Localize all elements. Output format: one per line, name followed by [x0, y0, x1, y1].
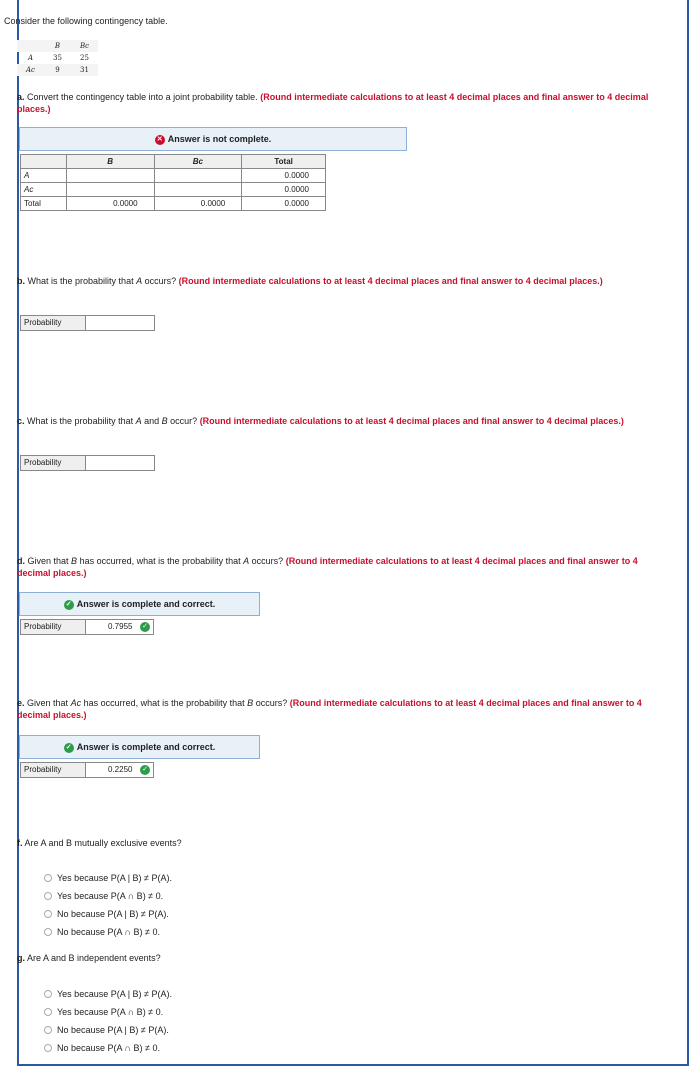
- part-f-options: [44, 869, 172, 941]
- jp-input-cell[interactable]: [66, 183, 154, 197]
- jp-row-label: A: [21, 169, 67, 183]
- jp-header: B: [66, 155, 154, 169]
- ct-row-label: A: [27, 54, 34, 62]
- contingency-table: [17, 40, 98, 76]
- jp-input-cell[interactable]: [154, 183, 242, 197]
- radio-button[interactable]: [44, 990, 52, 998]
- ct-header: Bc: [71, 40, 98, 52]
- jp-total-cell: 0.0000: [242, 183, 326, 197]
- radio-option[interactable]: Yes because P(A | B) ≠ P(A).: [44, 869, 172, 887]
- check-icon: ✓: [140, 765, 150, 775]
- part-d-answer-row: [20, 619, 154, 635]
- probability-label: Probability: [20, 455, 86, 471]
- ct-cell: 31: [71, 64, 98, 76]
- ct-header: B: [44, 40, 71, 52]
- probability-input[interactable]: 0.7955 ✓: [86, 619, 154, 635]
- part-c-question: c. What is the probability that A and B occur? (Round intermediate calculations to at least 4 decimal places and final answer to 4 decimal places.): [17, 416, 624, 426]
- jp-total-cell: 0.0000: [242, 169, 326, 183]
- jp-row-label: Ac: [21, 183, 67, 197]
- jp-total-cell: 0.0000: [154, 197, 242, 211]
- radio-option[interactable]: Yes because P(A | B) ≠ P(A).: [44, 985, 172, 1003]
- probability-label: Probability: [20, 619, 86, 635]
- joint-probability-table: [20, 154, 326, 211]
- part-b-question: b. What is the probability that A occurs? (Round intermediate calculations to at least 4 decimal places and final answer to 4 decimal places.): [17, 276, 603, 286]
- jp-total-cell: 0.0000: [66, 197, 154, 211]
- part-a-question: a. Convert the contingency table into a joint probability table. (Round intermediate calculations to at least 4 decimal places and final answer to 4 decimal places.): [17, 92, 649, 114]
- status-banner-correct: ✓ Answer is complete and correct.: [19, 592, 260, 616]
- probability-input[interactable]: 0.2250 ✓: [86, 762, 154, 778]
- ct-cell: 9: [44, 64, 71, 76]
- jp-header: [21, 155, 67, 169]
- radio-option[interactable]: No because P(A | B) ≠ P(A).: [44, 905, 172, 923]
- probability-label: Probability: [20, 315, 86, 331]
- radio-button[interactable]: [44, 1044, 52, 1052]
- radio-button[interactable]: [44, 1026, 52, 1034]
- jp-input-cell[interactable]: [154, 169, 242, 183]
- ct-cell: 25: [80, 54, 89, 62]
- part-e-question: e. Given that Ac has occurred, what is the probability that B occurs? (Round intermediate calculations to at least 4 decimal places and final answer to 4 decimal places.): [17, 698, 642, 720]
- part-g-options: [44, 985, 172, 1057]
- radio-option[interactable]: No because P(A | B) ≠ P(A).: [44, 1021, 172, 1039]
- ct-header: [17, 40, 44, 52]
- status-banner-correct: ✓ Answer is complete and correct.: [19, 735, 260, 759]
- radio-button[interactable]: [44, 874, 52, 882]
- radio-button[interactable]: [44, 910, 52, 918]
- probability-label: Probability: [20, 762, 86, 778]
- radio-option[interactable]: Yes because P(A ∩ B) ≠ 0.: [44, 887, 172, 905]
- intro-text: Consider the following contingency table.: [4, 16, 168, 26]
- part-d-question: d. Given that B has occurred, what is the probability that A occurs? (Round intermediate calculations to at least 4 decimal places and final answer to 4 decimal places.): [17, 556, 638, 578]
- part-f-question: f. Are A and B mutually exclusive events?: [17, 838, 182, 848]
- jp-row-label: Total: [21, 197, 67, 211]
- check-icon: ✓: [64, 600, 74, 610]
- check-icon: ✓: [64, 743, 74, 753]
- part-b-answer-row: [20, 315, 155, 331]
- radio-option[interactable]: No because P(A ∩ B) ≠ 0.: [44, 1039, 172, 1057]
- radio-option[interactable]: Yes because P(A ∩ B) ≠ 0.: [44, 1003, 172, 1021]
- part-e-answer-row: [20, 762, 154, 778]
- jp-input-cell[interactable]: [66, 169, 154, 183]
- ct-cell: 35: [53, 54, 62, 62]
- part-c-answer-row: [20, 455, 155, 471]
- error-icon: ✕: [155, 135, 165, 145]
- radio-button[interactable]: [44, 928, 52, 936]
- radio-button[interactable]: [44, 1008, 52, 1016]
- status-banner-incomplete: ✕ Answer is not complete.: [19, 127, 407, 151]
- jp-total-cell: 0.0000: [242, 197, 326, 211]
- ct-row-label: Ac: [17, 64, 44, 76]
- radio-button[interactable]: [44, 892, 52, 900]
- jp-header: Bc: [154, 155, 242, 169]
- check-icon: ✓: [140, 622, 150, 632]
- part-g-question: g. Are A and B independent events?: [17, 953, 161, 963]
- radio-option[interactable]: No because P(A ∩ B) ≠ 0.: [44, 923, 172, 941]
- probability-input[interactable]: [86, 455, 155, 471]
- probability-input[interactable]: [86, 315, 155, 331]
- jp-header: Total: [242, 155, 326, 169]
